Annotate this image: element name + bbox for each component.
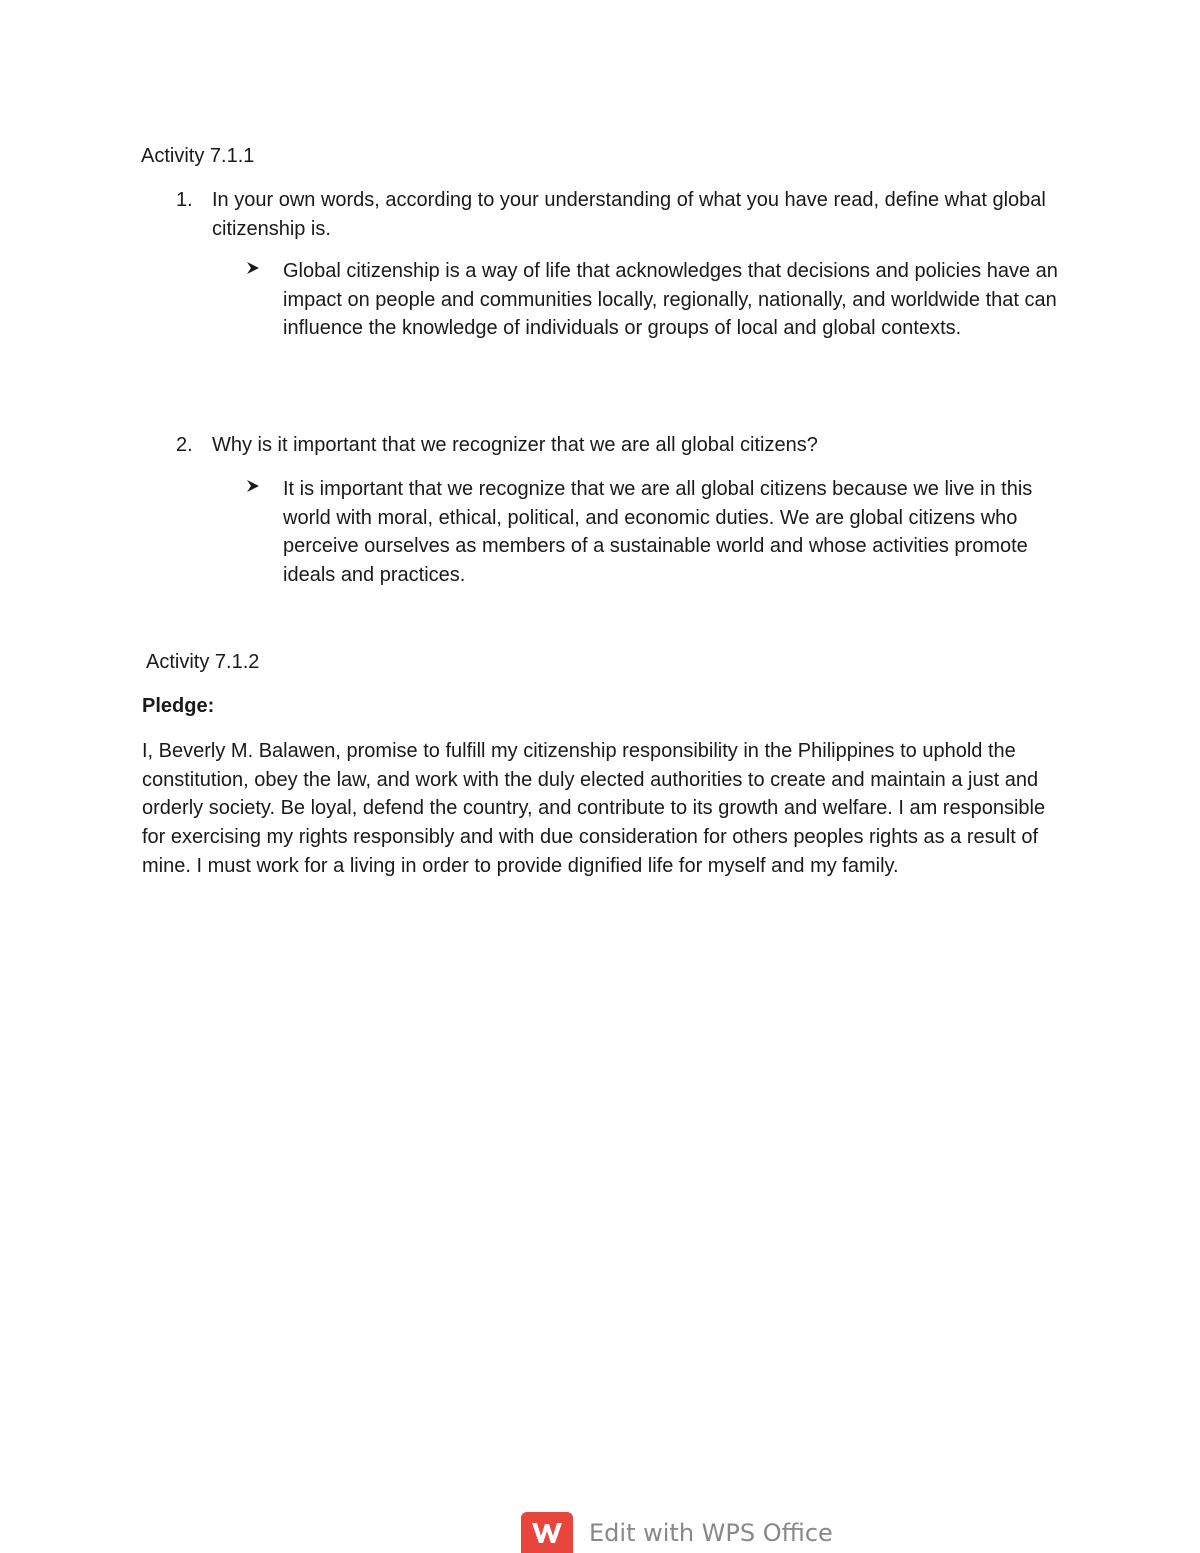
activity-heading: Activity 7.1.1 (141, 145, 255, 167)
answer-text: It is important that we recognize that we are all global citizens because we live in this world with moral, ethical, political, and economic duties. We are global citizens who perceive ourselves as members of a sustainable world and whose activities promote ideals and practices. (283, 478, 1033, 587)
arrowhead-bullet-icon (246, 475, 260, 504)
question-number: 1. (176, 189, 193, 211)
answer-item (246, 257, 1076, 343)
activity-heading: Activity 7.1.2 (146, 651, 260, 673)
question-text: Why is it important that we recognizer that we are all global citizens? (212, 434, 818, 456)
edit-with-wps-link[interactable] (521, 1512, 833, 1553)
answer-item (246, 475, 1076, 590)
question-number: 2. (176, 434, 193, 456)
question-item (176, 431, 1066, 460)
pledge-paragraph: I, Beverly M. Balawen, promise to fulfill my citizenship responsibility in the Philippines to uphold the constitution, obey the law, and work with the duly elected authorities to create and maintain a just and orderly society. Be loyal, defend the country, and contribute to its growth and welfare. I am responsible for exercising my rights responsibly and with due consideration for others peoples rights as a result of mine. I must work for a living in order to provide dignified life for myself and my family. (142, 740, 1046, 877)
wps-caption: Edit with WPS Office (589, 1518, 833, 1547)
question-text: In your own words, according to your understanding of what you have read, define what global citizenship is. (212, 189, 1046, 240)
question-item (176, 186, 1066, 243)
arrowhead-bullet-icon (246, 257, 260, 286)
answer-text: Global citizenship is a way of life that acknowledges that decisions and policies have an impact on people and communities locally, regionally, nationally, and worldwide that can influence the knowledge of individuals or groups of local and global contexts. (283, 260, 1058, 340)
pledge-label: Pledge: (142, 695, 215, 717)
wps-logo-icon (521, 1512, 573, 1553)
